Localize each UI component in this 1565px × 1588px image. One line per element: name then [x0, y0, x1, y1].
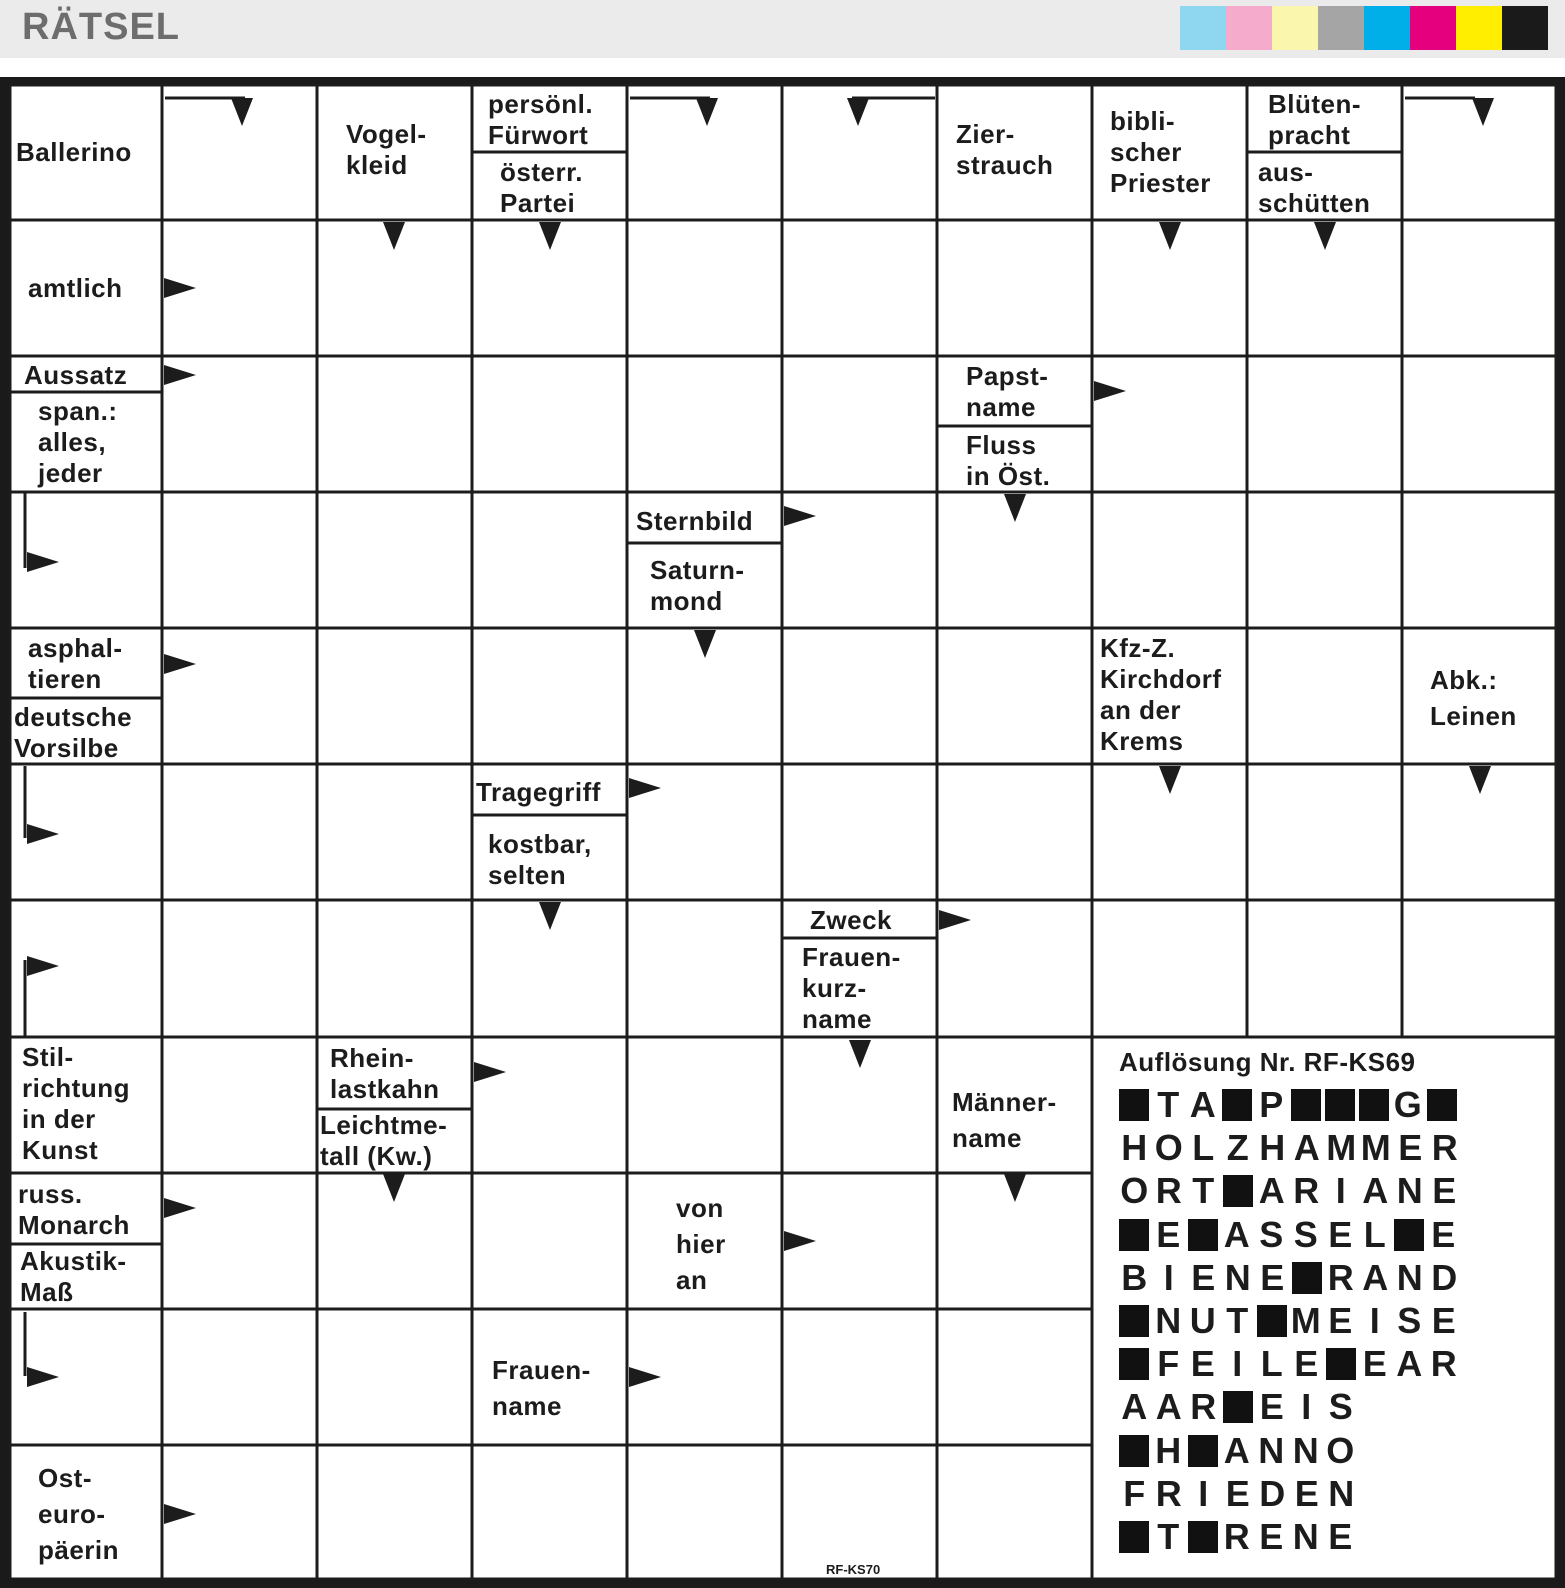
clue-kfz-kirchdorf: Kfz-Z. Kirchdorf an der Krems: [1100, 633, 1222, 756]
color-swatch: [1226, 6, 1272, 50]
solution-row: [1117, 1128, 1462, 1168]
solution-letter: L: [1260, 1343, 1283, 1385]
solution-letter: E: [1328, 1516, 1353, 1557]
solution-letter: I: [1198, 1472, 1209, 1514]
solution-letter: T: [1157, 1084, 1180, 1125]
solution-row: [1117, 1215, 1461, 1255]
solution-black-cell: [1119, 1435, 1149, 1467]
clue-osteuropaeerin: Ost- euro- päerin: [38, 1463, 120, 1565]
solution-letter: N: [1224, 1256, 1251, 1298]
color-swatch: [1456, 6, 1502, 50]
solution-letter: H: [1155, 1429, 1182, 1471]
solution-black-cell: [1394, 1219, 1424, 1251]
solution-letter: T: [1226, 1300, 1249, 1341]
solution-letter: E: [1328, 1213, 1353, 1255]
solution-box: [1093, 1037, 1553, 1577]
clue-frauenkurzname: Frauen- kurz- name: [802, 941, 901, 1034]
solution-letter: G: [1393, 1084, 1422, 1125]
clue-span-alles-jeder: span.: alles, jeder: [38, 395, 118, 488]
solution-letter: N: [1396, 1170, 1423, 1212]
solution-letter: A: [1258, 1170, 1285, 1212]
solution-letter: A: [1121, 1386, 1148, 1428]
solution-black-cell: [1119, 1305, 1149, 1337]
solution-letter: R: [1190, 1386, 1217, 1428]
solution-black-cell: [1222, 1089, 1252, 1121]
clue-zweck: Zweck: [810, 904, 892, 935]
solution-letter: R: [1327, 1256, 1354, 1298]
clue-von-hier-an: von hier an: [676, 1193, 726, 1295]
color-swatch: [1180, 6, 1226, 50]
solution-letter: F: [1157, 1343, 1180, 1385]
clue-rheinlastkahn: Rhein- lastkahn: [330, 1043, 440, 1104]
solution-letter: I: [1232, 1343, 1243, 1385]
page-title: RÄTSEL: [22, 6, 180, 48]
solution-black-cell: [1188, 1521, 1218, 1553]
solution-letter: R: [1431, 1127, 1458, 1169]
solution-letter: B: [1121, 1256, 1148, 1298]
solution-letter: E: [1431, 1300, 1456, 1341]
solution-letter: L: [1363, 1213, 1386, 1255]
solution-black-cell: [1291, 1089, 1321, 1121]
clue-vogelkleid: Vogel- kleid: [346, 119, 427, 180]
solution-letter: A: [1223, 1213, 1250, 1255]
clue-papstname: Papst- name: [966, 361, 1049, 422]
solution-row: [1117, 1171, 1462, 1211]
solution-letter: S: [1259, 1213, 1284, 1255]
solution-title: Auflösung Nr. RF-KS69: [1119, 1047, 1416, 1077]
solution-letter: E: [1190, 1343, 1215, 1385]
solution-letter: A: [1293, 1127, 1320, 1169]
solution-letter: R: [1293, 1170, 1320, 1212]
clue-abk-leinen: Abk.: Leinen: [1430, 665, 1517, 731]
solution-letter: U: [1189, 1300, 1216, 1341]
solution-letter: E: [1328, 1300, 1353, 1341]
clue-oesterr-partei: österr. Partei: [500, 157, 583, 218]
clue-amtlich: amtlich: [28, 272, 123, 303]
clue-ausschuetten: aus- schütten: [1258, 157, 1371, 218]
color-swatch: [1410, 6, 1456, 50]
solution-letter: R: [1430, 1343, 1457, 1385]
solution-letter: E: [1398, 1127, 1423, 1169]
solution-letter: T: [1192, 1170, 1215, 1212]
solution-black-cell: [1292, 1262, 1322, 1294]
clue-deutsche-vorsilbe: deutsche Vorsilbe: [14, 702, 133, 763]
solution-letter: S: [1397, 1300, 1422, 1341]
clue-russ-monarch: russ. Monarch: [18, 1179, 130, 1240]
solution-black-cell: [1188, 1435, 1218, 1467]
solution-letter: R: [1155, 1170, 1182, 1212]
clue-biblischer-priester: bibli- scher Priester: [1110, 105, 1211, 198]
clue-leichtmetall: Leichtme- tall (Kw.): [320, 1110, 448, 1171]
solution-black-cell: [1223, 1391, 1253, 1423]
solution-letter: M: [1326, 1127, 1357, 1169]
solution-letter: A: [1189, 1084, 1216, 1125]
solution-black-cell: [1223, 1175, 1253, 1207]
solution-letter: T: [1157, 1516, 1180, 1557]
solution-letter: S: [1293, 1213, 1318, 1255]
solution-letter: Z: [1226, 1127, 1249, 1169]
header-bar: [0, 0, 1565, 58]
solution-letter: F: [1123, 1472, 1146, 1514]
solution-black-cell: [1188, 1219, 1218, 1251]
solution-black-cell: [1427, 1089, 1457, 1121]
solution-letter: P: [1259, 1084, 1284, 1125]
solution-letter: E: [1259, 1386, 1284, 1428]
solution-black-cell: [1119, 1089, 1149, 1121]
solution-row: [1117, 1301, 1461, 1341]
solution-letter: O: [1154, 1127, 1183, 1169]
color-swatches: [1180, 6, 1548, 50]
solution-letter: D: [1431, 1256, 1458, 1298]
clue-akustik-mass: Akustik- Maß: [20, 1246, 127, 1307]
clue-ballerino: Ballerino: [16, 137, 132, 167]
solution-letter: E: [1362, 1343, 1387, 1385]
solution-letter: E: [1156, 1213, 1181, 1255]
solution-letter: E: [1431, 1213, 1456, 1255]
clue-persoenl-fuerwort: persönl. Fürwort: [488, 89, 594, 150]
solution-letter: L: [1192, 1127, 1215, 1169]
solution-letter: N: [1292, 1429, 1319, 1471]
clue-bluetenpracht: Blüten- pracht: [1268, 89, 1362, 150]
solution-row: [1117, 1517, 1358, 1557]
solution-letter: E: [1294, 1472, 1319, 1514]
clue-zierstrauch: Zier- strauch: [956, 119, 1054, 180]
solution-letter: N: [1396, 1256, 1423, 1298]
solution-letter: E: [1294, 1343, 1319, 1385]
solution-letter: S: [1328, 1386, 1353, 1428]
clue-stilrichtung: Stil- richtung in der Kunst: [22, 1042, 130, 1165]
solution-black-cell: [1257, 1305, 1287, 1337]
clue-saturnmond: Saturn- mond: [650, 555, 745, 616]
solution-row: [1117, 1344, 1461, 1384]
solution-letter: A: [1362, 1256, 1389, 1298]
solution-black-cell: [1119, 1219, 1149, 1251]
solution-letter: N: [1258, 1429, 1285, 1471]
solution-letter: R: [1155, 1472, 1182, 1514]
solution-letter: E: [1259, 1516, 1284, 1557]
solution-letter: I: [1335, 1170, 1346, 1212]
color-swatch: [1272, 6, 1318, 50]
puzzle-code: RF-KS70: [826, 1562, 881, 1577]
solution-letter: M: [1360, 1127, 1391, 1169]
solution-letter: H: [1121, 1127, 1148, 1169]
solution-row: [1117, 1387, 1358, 1427]
color-swatch: [1318, 6, 1364, 50]
solution-letter: A: [1396, 1343, 1423, 1385]
solution-black-cell: [1119, 1521, 1149, 1553]
solution-row: [1117, 1474, 1359, 1514]
solution-letter: M: [1290, 1300, 1321, 1341]
solution-letter: R: [1223, 1516, 1250, 1557]
clue-frauenname: Frauen- name: [492, 1355, 591, 1421]
solution-letter: A: [1362, 1170, 1389, 1212]
color-swatch: [1364, 6, 1410, 50]
clue-aussatz: Aussatz: [24, 359, 128, 390]
solution-letter: E: [1432, 1170, 1457, 1212]
solution-black-cell: [1325, 1089, 1355, 1121]
solution-letter: D: [1259, 1472, 1286, 1514]
clue-maennername: Männer- name: [952, 1087, 1057, 1153]
solution-letter: N: [1155, 1300, 1182, 1341]
solution-letter: A: [1155, 1386, 1182, 1428]
clue-asphaltieren: asphal- tieren: [28, 633, 123, 694]
solution-letter: I: [1163, 1256, 1174, 1298]
solution-row: [1117, 1258, 1462, 1298]
solution-letter: N: [1292, 1516, 1319, 1557]
solution-letter: O: [1120, 1170, 1149, 1212]
solution-letter: O: [1326, 1429, 1355, 1471]
color-swatch: [1502, 6, 1548, 50]
solution-letter: H: [1259, 1127, 1286, 1169]
solution-black-cell: [1119, 1348, 1149, 1380]
solution-black-cell: [1359, 1089, 1389, 1121]
clue-kostbar-selten: kostbar, selten: [488, 829, 592, 890]
solution-letter: I: [1301, 1386, 1312, 1428]
solution-letter: E: [1191, 1256, 1216, 1298]
solution-letter: E: [1225, 1472, 1250, 1514]
solution-row: [1117, 1085, 1459, 1125]
solution-row: [1117, 1431, 1358, 1471]
clue-tragegriff: Tragegriff: [476, 776, 601, 807]
solution-letter: I: [1369, 1300, 1380, 1341]
solution-letter: E: [1260, 1256, 1285, 1298]
solution-letter: A: [1223, 1429, 1250, 1471]
clue-fluss-in-oest: Fluss in Öst.: [966, 430, 1051, 491]
solution-letter: N: [1328, 1472, 1355, 1514]
solution-black-cell: [1326, 1348, 1356, 1380]
clue-sternbild: Sternbild: [636, 505, 754, 536]
